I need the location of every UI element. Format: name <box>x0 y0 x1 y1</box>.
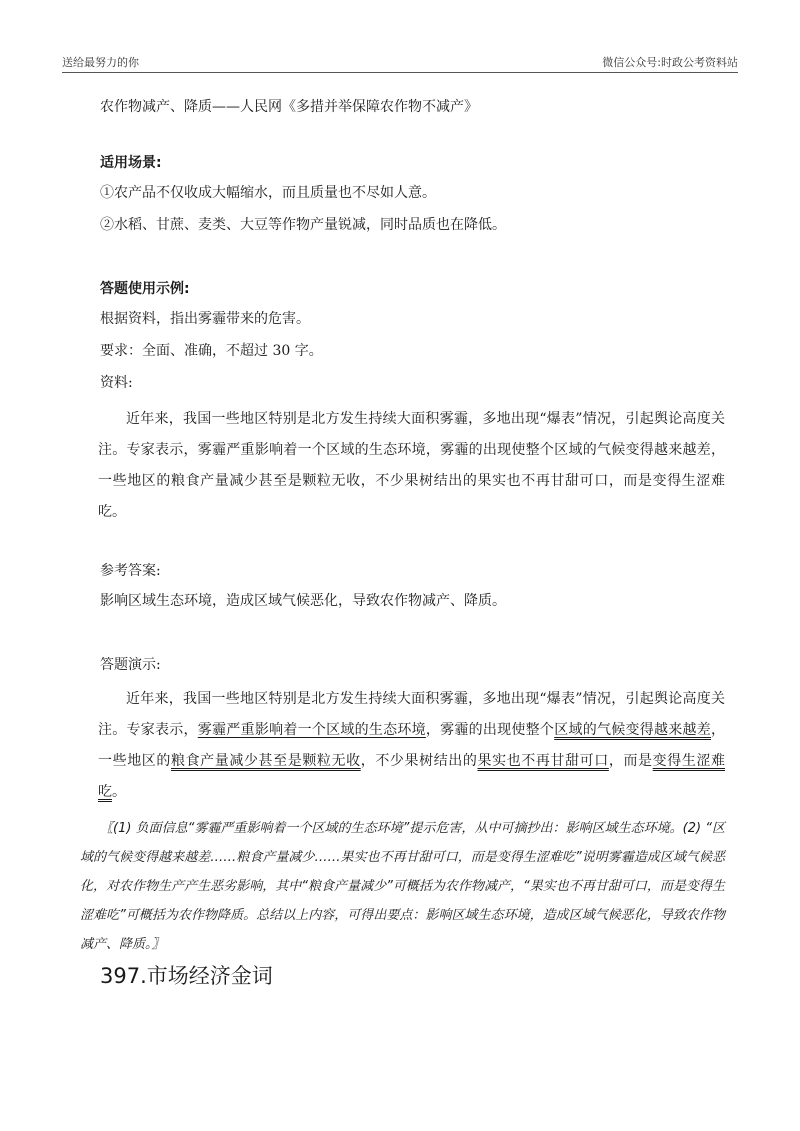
scenario-item-2: ②水稻、甘蔗、麦类、大豆等作物产量锐减，同时品质也在降低。 <box>100 217 506 233</box>
reference-heading: 参考答案: <box>100 563 161 579</box>
demo-analysis: 〖(1) 负面信息“雾霾严重影响着一个区域的生态环境”提示危害，从中可摘抄出：影响区域生态环境。(2) “区域的气候变得越来越差……粮食产量减少……果实也不再甘甜可口，而是变得生涩难吃”说明雾霾造成区域气候恶化，对农作物生产产生恶劣影响，其中“粮食产量减少”可概括为农作物减产，“果实也不再甘甜可口，而是变得生涩难吃”可概括为农作物降质。总结以上内容，可得出要点：影响区域生态环境，造成区域气候恶化，导致农作物减产、降质。〗 <box>80 821 725 952</box>
example-material-text: 近年来，我国一些地区特别是北方发生持续大面积雾霾，多地出现“爆表”情况，引起舆论高度关注。专家表示，雾霾严重影响着一个区域的生态环境，雾霾的出现使整个区域的气候变得越来越差，一些地区的粮食产量减少甚至是颗粒无收，不少果树结出的果实也不再甘甜可口，而是变得生涩难吃。 <box>98 411 725 520</box>
header-right-text: 微信公众号:时政公考资料站 <box>602 56 738 69</box>
example-heading: 答题使用示例: <box>100 281 190 297</box>
reference-answer: 影响区域生态环境，造成区域气候恶化，导致农作物减产、降质。 <box>100 593 506 609</box>
demo-text-5: ，而是 <box>608 753 653 769</box>
demo-text-2: ，雾霾的出现使整个 <box>425 722 555 738</box>
header-left-text: 送给最努力的你 <box>62 56 139 69</box>
demo-underline-3: 粮食产量减少甚至是颗粒无收 <box>170 753 361 769</box>
demo-heading: 答题演示: <box>100 657 161 673</box>
scenario-item-1: ①农产品不仅收成大幅缩水，而且质量也不尽如人意。 <box>100 185 436 201</box>
example-requirement: 要求：全面、准确，不超过 30 字。 <box>100 343 323 359</box>
demo-text-6: 。 <box>112 784 126 800</box>
demo-underline-2: 区域的气候变得越来越差 <box>554 722 712 738</box>
example-material-label: 资料: <box>100 375 133 391</box>
demo-text-3: ，一些地区的 <box>98 722 726 769</box>
example-question: 根据资料，指出雾霾带来的危害。 <box>100 311 310 327</box>
demo-text-4: ，不少果树结出的 <box>360 753 478 769</box>
section-title: 397.市场经济金词 <box>100 964 273 988</box>
page-content <box>80 96 726 959</box>
demo-underline-1: 雾霾严重影响着一个区域的生态环境 <box>197 722 426 738</box>
scenario-heading: 适用场景: <box>100 155 162 171</box>
demo-underline-4: 果实也不再甘甜可口 <box>477 753 609 769</box>
demo-text-1: 近年来，我国一些地区特别是北方发生持续大面积雾霾，多地出现“爆表”情况，引起舆论高度关注。专家表示， <box>98 691 725 738</box>
demo-material-text <box>98 684 725 808</box>
demo-underline-5: 变得生涩难吃 <box>98 753 726 800</box>
lead-line: 农作物减产、降质——人民网《多措并举保障农作物不减产》 <box>100 99 478 115</box>
page-header <box>62 50 738 73</box>
